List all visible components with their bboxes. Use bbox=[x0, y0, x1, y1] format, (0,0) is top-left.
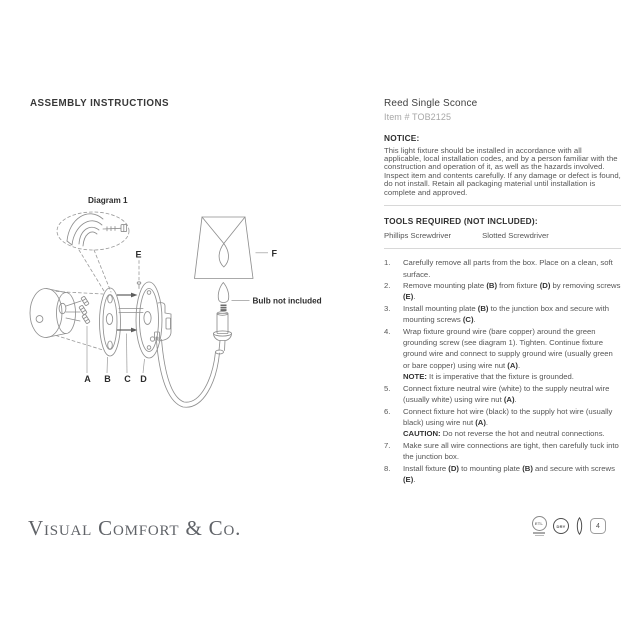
bulb-note: Bulb not included bbox=[252, 296, 322, 306]
label-c: C bbox=[124, 374, 131, 384]
diagram-part-labels bbox=[84, 249, 321, 385]
step-item bbox=[384, 383, 621, 406]
tool-item: Phillips Screwdriver bbox=[384, 230, 452, 240]
tools-label: TOOLS REQUIRED (NOT INCLUDED): bbox=[384, 215, 538, 226]
candle-socket bbox=[214, 312, 232, 341]
step-text: Make sure all wire connections are tight, then carefully tuck into the junction box. bbox=[403, 440, 619, 462]
label-b: B bbox=[104, 374, 111, 384]
step-number: 3. bbox=[384, 303, 391, 313]
junction-box bbox=[30, 289, 103, 351]
page-title: ASSEMBLY INSTRUCTIONS bbox=[30, 98, 170, 109]
item-number: Item # TOB2125 bbox=[384, 112, 452, 122]
assembly-steps bbox=[384, 257, 621, 485]
etl-badge: ETL bbox=[532, 516, 547, 531]
step-text: Carefully remove all parts from the box. Place on a clean, soft surface. bbox=[403, 258, 613, 279]
step-text: Wrap fixture ground wire (bare copper) around the green grounding screw (see diagram 1). Tighten. Continue fixture ground wire and connect to supply ground wire (usually green or bare copper) using wire nut (A). NOTE: It is imperative that the fixture is grounded. bbox=[403, 326, 613, 382]
diagram-title: Diagram 1 bbox=[88, 196, 128, 205]
step-number: 4. bbox=[384, 326, 391, 336]
step-number: 5. bbox=[384, 383, 391, 393]
tool-item: Slotted Screwdriver bbox=[482, 230, 549, 240]
etl-subtext-bar bbox=[535, 535, 544, 536]
fixture-backplate bbox=[136, 282, 171, 358]
step-text: Install fixture (D) to mounting plate (B) and secure with screws (E). bbox=[403, 463, 615, 484]
step-number: 6. bbox=[384, 406, 391, 416]
step-item bbox=[384, 257, 621, 280]
dry-label: DRY bbox=[556, 523, 566, 529]
label-d: D bbox=[140, 374, 147, 384]
assembly-diagram bbox=[20, 190, 350, 490]
mounting-plate bbox=[100, 288, 121, 356]
bulb-shape-icon bbox=[575, 517, 584, 535]
step-item bbox=[384, 326, 621, 383]
step-item bbox=[384, 303, 621, 326]
step-item bbox=[384, 463, 621, 486]
bulb-icon bbox=[218, 283, 228, 312]
step-number: 7. bbox=[384, 440, 391, 450]
wire-nuts bbox=[66, 296, 90, 324]
step-text: Install mounting plate (B) to the junction box and secure with mounting screws (C). bbox=[403, 303, 609, 325]
step-text: Remove mounting plate (B) from fixture (D) by removing screws (E). bbox=[403, 281, 621, 302]
grounding-detail-callout bbox=[57, 212, 129, 292]
label-f: F bbox=[271, 248, 277, 259]
step-text: Connect fixture hot wire (black) to the supply hot wire (usually black) using wire nut (A). CAUTION: Do not reverse the hot and neutral connections. bbox=[403, 406, 613, 439]
notice-label: NOTICE: bbox=[384, 133, 420, 143]
rating-box bbox=[590, 518, 606, 534]
notice-body: This light fixture should be installed in accordance with all applicable, local installation codes, and by a person familiar with the construction and operation of it, as well as the hazards involved. Inspect item and contents carefully. If any damage or defect is found, do not install. Retain all packaging material until installation is complete and approved. bbox=[384, 145, 621, 197]
instructions-panel bbox=[384, 98, 621, 485]
step-item bbox=[384, 440, 621, 463]
label-a: A bbox=[84, 374, 91, 384]
step-number: 8. bbox=[384, 463, 391, 473]
grounding-screw-icon bbox=[103, 225, 127, 232]
etl-subtext-bar bbox=[533, 532, 545, 533]
product-name: Reed Single Sconce bbox=[384, 98, 478, 109]
rating-value: 4 bbox=[596, 522, 600, 530]
certification-marks bbox=[531, 514, 621, 538]
label-e: E bbox=[135, 249, 142, 260]
step-item bbox=[384, 406, 621, 440]
step-text: Connect fixture neutral wire (white) to the supply neutral wire (usually white) using wire nut (A). bbox=[403, 383, 610, 405]
step-number: 1. bbox=[384, 258, 391, 268]
step-item bbox=[384, 280, 621, 303]
shade bbox=[195, 217, 254, 279]
fixture-arm bbox=[157, 340, 226, 408]
dry-rating-icon bbox=[553, 518, 569, 534]
tools-list bbox=[384, 231, 621, 240]
divider bbox=[384, 248, 621, 249]
brand-logo: Visual Comfort & Co. bbox=[28, 516, 242, 540]
etl-intertek-icon bbox=[531, 516, 547, 535]
mounting-screws bbox=[117, 293, 143, 333]
divider bbox=[384, 205, 621, 206]
step-number: 2. bbox=[384, 281, 391, 291]
